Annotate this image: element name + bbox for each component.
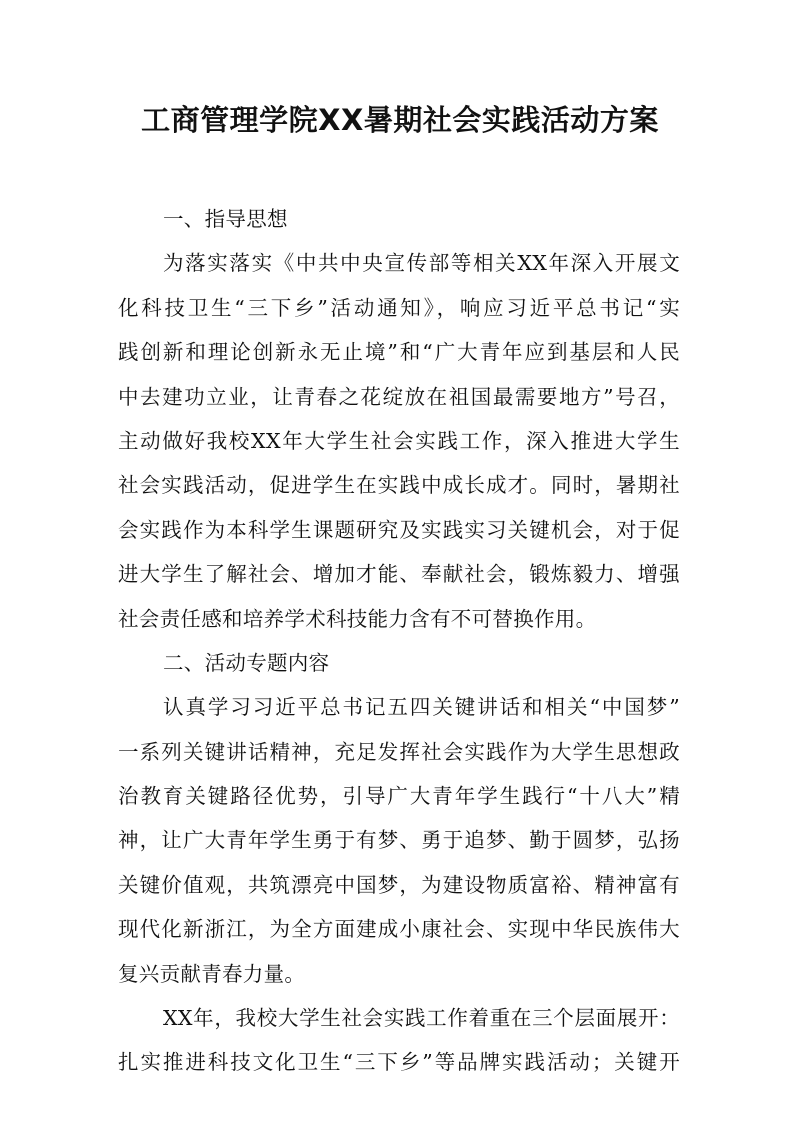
paragraph-line: 扎实推进科技文化卫生“三下乡”等品牌实践活动；关键开	[118, 1050, 680, 1075]
document-title: 工商管理学院XX暑期社会实践活动方案	[141, 103, 659, 137]
paragraph-line: 中去建功立业，让青春之花绽放在祖国最需要地方”号召，	[118, 384, 680, 409]
paragraph-line: 会实践作为本科学生课题研究及实践实习关键机会，对于促	[118, 517, 680, 542]
paragraph-line: 进大学生了解社会、增加才能、奉献社会，锻炼毅力、增强	[118, 562, 680, 587]
paragraph-line: 神，让广大青年学生勇于有梦、勇于追梦、勤于圆梦，弘扬	[118, 828, 680, 853]
paragraph-line: 现代化新浙江，为全方面建成小康社会、实现中华民族伟大	[118, 917, 680, 942]
paragraph-line: 社会实践活动，促进学生在实践中成长成才。同时，暑期社	[118, 473, 680, 498]
paragraph-line: 为落实落实《中共中央宣传部等相关XX年深入开展文	[163, 251, 680, 276]
section-heading: 一、指导思想	[163, 207, 288, 231]
paragraph-line: 关键价值观，共筑漂亮中国梦，为建设物质富裕、精神富有	[118, 872, 680, 897]
document-body	[118, 197, 680, 1085]
paragraph-line: 治教育关键路径优势，引导广大青年学生践行“十八大”精	[118, 784, 680, 809]
paragraph-line: 社会责任感和培养学术科技能力含有不可替换作用。	[118, 606, 597, 631]
section-heading: 二、活动专题内容	[163, 650, 330, 675]
paragraph-line: 践创新和理论创新永无止境”和“广大青年应到基层和人民	[118, 340, 680, 365]
paragraph-line: XX年，我校大学生社会实践工作着重在三个层面展开：	[163, 1006, 680, 1031]
paragraph-line: 化科技卫生“三下乡”活动通知》，响应习近平总书记“实	[118, 295, 680, 320]
paragraph-line: 一系列关键讲话精神，充足发挥社会实践作为大学生思想政	[118, 739, 680, 764]
paragraph-line: 复兴贡献青春力量。	[118, 961, 306, 986]
paragraph-line: 认真学习习近平总书记五四关键讲话和相关“中国梦”	[163, 695, 680, 720]
paragraph-line: 主动做好我校XX年大学生社会实践工作，深入推进大学生	[118, 428, 680, 453]
